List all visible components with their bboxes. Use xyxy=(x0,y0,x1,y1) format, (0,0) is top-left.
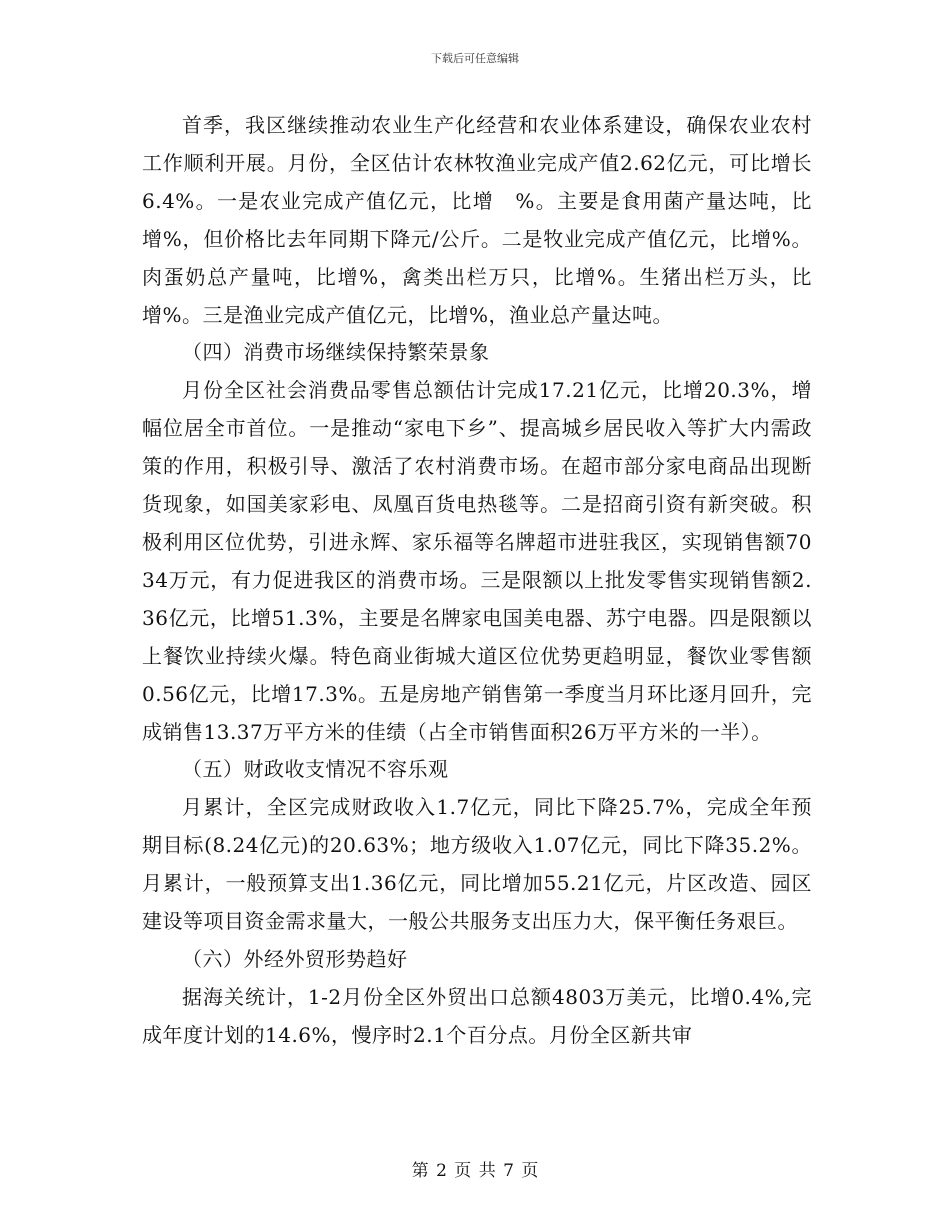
document-body xyxy=(142,107,812,1055)
section-heading-consumer-market: （四）消费市场继续保持繁荣景象 xyxy=(182,340,490,365)
paragraph-foreign-trade: 据海关统计，1-2月份全区外贸出口总额4803万美元，比增0.4%,完成年度计划的14.6%，慢序时2.1个百分点。月份全区新共审 xyxy=(142,984,812,1047)
paragraph-finance: 月累计，全区完成财政收入1.7亿元，同比下降25.7%，完成全年预期目标(8.24亿元)的20.63%；地方级收入1.07亿元，同比下降35.2%。月累计，一般预算支出1.36亿元，同比增加55.21亿元，片区改造、园区建设等项目资金需求量大，一般公共服务支出压力大，保平衡任务艰巨。 xyxy=(142,795,812,934)
section-heading-finance: （五）财政收支情况不容乐观 xyxy=(182,757,449,782)
paragraph-consumer-market: 月份全区社会消费品零售总额估计完成17.21亿元，比增20.3%，增幅位居全市首位。一是推动“家电下乡”、提高城乡居民收入等扩大内需政策的作用，积极引导、激活了农村消费市场。在超市部分家电商品出现断货现象，如国美家彩电、凤凰百货电热毯等。二是招商引资有新突破。积极利用区位优势，引进永辉、家乐福等名牌超市进驻我区，实现销售额7034万元，有力促进我区的消费市场。三是限额以上批发零售实现销售额2.36亿元，比增51.3%，主要是名牌家电国美电器、苏宁电器。四是限额以上餐饮业持续火爆。特色商业街城大道区位优势更趋明显，餐饮业零售额0.56亿元，比增17.3%。五是房地产销售第一季度当月环比逐月回升，完成销售13.37万平方米的佳绩（占全市销售面积26万平方米的一半）。 xyxy=(142,378,812,744)
section-heading-foreign-trade: （六）外经外贸形势趋好 xyxy=(182,946,408,971)
page-footer: 第 2 页 共 7 页 xyxy=(411,1161,539,1181)
paragraph-agriculture: 首季，我区继续推动农业生产化经营和农业体系建设，确保农业农村工作顺利开展。月份，全区估计农林牧渔业完成产值2.62亿元，可比增长6.4%。一是农业完成产值亿元，比增 %。主要是食用菌产量达吨，比增%，但价格比去年同期下降元/公斤。二是牧业完成产值亿元，比增%。肉蛋奶总产量吨，比增%，禽类出栏万只，比增%。生猪出栏万头，比增%。三是渔业完成产值亿元，比增%，渔业总产量达吨。 xyxy=(142,113,812,327)
page-header: 下载后可任意编辑 xyxy=(431,52,519,65)
